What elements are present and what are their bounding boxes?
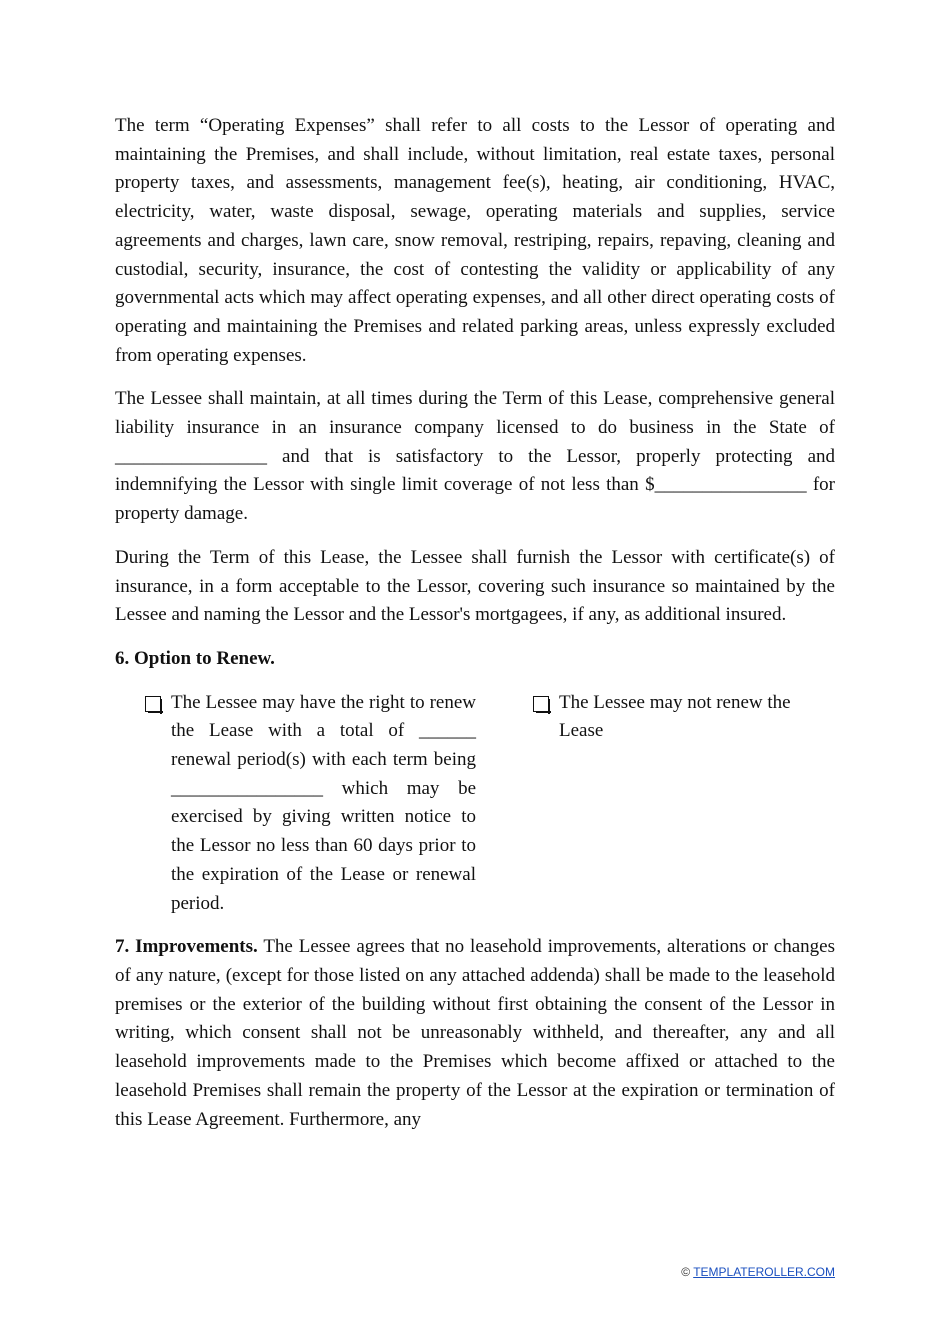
footer [0, 1265, 835, 1279]
section-7-heading: 7. Improvements. [115, 936, 258, 958]
renew-options [115, 689, 835, 919]
section-6-heading: 6. Option to Renew. [115, 647, 275, 669]
paragraph-operating-expenses: The term “Operating Expenses” shall refer to all costs to the Lessor of operating and maintaining the Premises, and shall include, without limitation, real estate taxes, personal property taxes, and assessments, management fee(s), heating, air conditioning, HVAC, electricity, water, waste disposal, sewage, operating materials and supplies, service agreements and charges, lawn care, snow removal, restriping, repairs, repaving, cleaning and custodial, security, insurance, the cost of contesting the validity or applicability of any governmental acts which may affect operating expenses, and all other direct operating costs of operating and maintaining the Premises and related parking areas, unless expressly excluded from operating expenses. [115, 115, 835, 366]
option-renew[interactable] [145, 689, 476, 919]
option-no-renew[interactable] [533, 689, 823, 919]
paragraph-insurance-certificate: During the Term of this Lease, the Lessee shall furnish the Lessor with certificate(s) of insurance, in a form acceptable to the Lessor, covering such insurance so maintained by the Lessee and naming the Lessor and the Lessor's mortgagees, if any, as additional insured. [115, 546, 835, 626]
option-renew-text: The Lessee may have the right to renew the Lease with a total of ______ renewal period(s) with each term being ________________ which may be exercised by giving written notice to the Lessor no less than 60 days prior to the expiration of the Lease or renewal period. [171, 691, 476, 914]
section-7-paragraph [115, 933, 835, 1134]
document-body [115, 112, 835, 1149]
checkbox-icon[interactable] [145, 696, 161, 712]
checkbox-icon[interactable] [533, 696, 549, 712]
option-no-renew-text: The Lessee may not renew the Lease [559, 691, 791, 742]
templateroller-link[interactable]: TEMPLATEROLLER.COM [693, 1265, 835, 1279]
section-7-text: The Lessee agrees that no leasehold improvements, alterations or changes of any nature, (except for those listed on any attached addenda) shall be made to the leasehold premises or the exterior of the building without first obtaining the consent of the Lessor in writing, which consent shall not be unreasonably withheld, and thereafter, any and all leasehold improvements made to the Premises which become affixed or attached to the leasehold Premises shall remain the property of the Lessor at the expiration or termination of this Lease Agreement. Furthermore, any [115, 936, 836, 1130]
paragraph-liability-insurance: The Lessee shall maintain, at all times during the Term of this Lease, comprehensive general liability insurance in an insurance company licensed to do business in the State of ________________ and that is satisfactory to the Lessor, properly protecting and indemnifying the Lessor with single limit coverage of not less than $________________ for property damage. [115, 388, 835, 525]
copyright-symbol: © [681, 1265, 691, 1279]
